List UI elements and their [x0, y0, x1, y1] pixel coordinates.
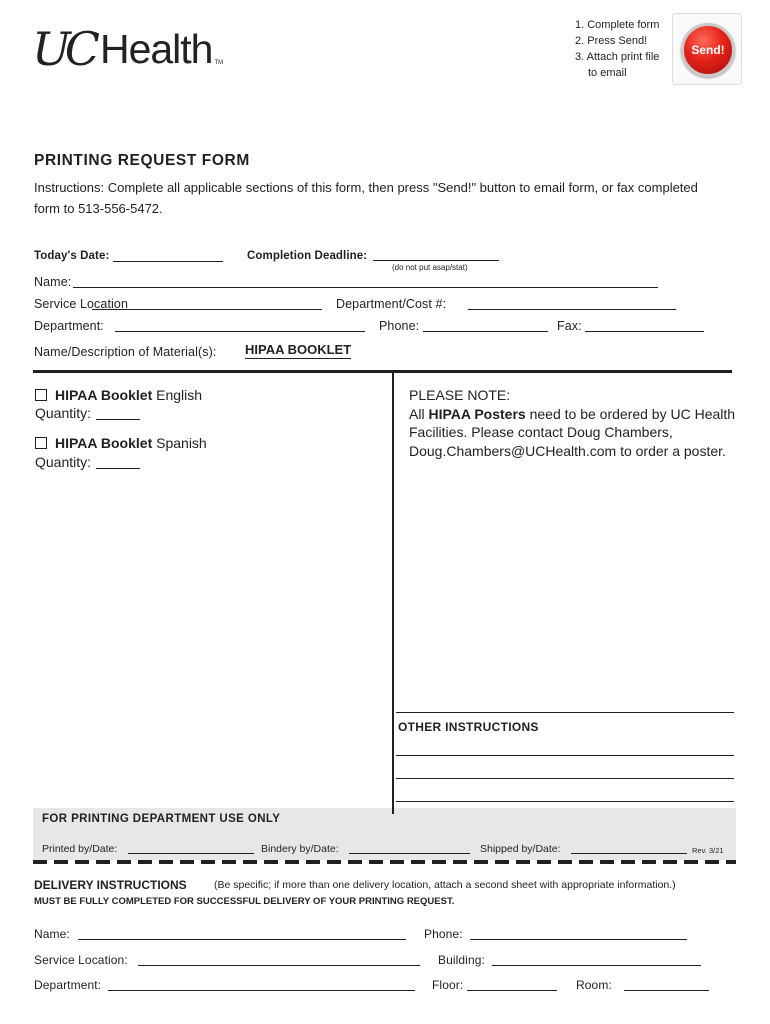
material-value[interactable]: HIPAA BOOKLET: [245, 342, 352, 357]
delivery-name-label: Name:: [34, 927, 70, 941]
delivery-department-field[interactable]: [108, 978, 415, 991]
delivery-service-location-label: Service Location:: [34, 953, 128, 967]
delivery-phone-field[interactable]: [470, 927, 687, 940]
note-heading: PLEASE NOTE:: [409, 387, 511, 403]
delivery-heading: DELIVERY INSTRUCTIONS: [34, 878, 187, 892]
send-button-frame: [672, 13, 742, 85]
dashed-separator: [33, 860, 736, 864]
quantity-english-label: Quantity:: [35, 405, 92, 421]
fax-field[interactable]: [585, 319, 704, 332]
step-1: 1. Complete form: [575, 19, 660, 31]
shipped-by-label: Shipped by/Date:: [480, 843, 561, 855]
service-location-field[interactable]: [92, 297, 322, 310]
delivery-name-field[interactable]: [78, 927, 406, 940]
department-cost-label: Department/Cost #:: [336, 297, 447, 311]
delivery-note: (Be specific; if more than one delivery location, attach a second sheet with appropriate information.): [214, 879, 676, 891]
other-instructions-rule: [396, 712, 734, 713]
logo-uc-mark: UC: [32, 22, 94, 76]
fax-label: Fax:: [557, 319, 582, 333]
phone-label: Phone:: [379, 319, 420, 333]
material-label: Name/Description of Material(s):: [34, 345, 217, 359]
delivery-building-field[interactable]: [492, 953, 701, 966]
form-title: PRINTING REQUEST FORM: [34, 152, 250, 169]
step-3-cont: to email: [588, 67, 627, 79]
delivery-room-field[interactable]: [624, 978, 709, 991]
section-top-rule: [33, 370, 732, 373]
todays-date-label: Today's Date:: [34, 250, 110, 262]
name-field[interactable]: [73, 275, 658, 288]
form-instructions: Instructions: Complete all applicable sections of this form, then press "Send!" button to email form, or fax completed form to 513-556-5472.: [34, 180, 698, 216]
send-button[interactable]: Send!: [681, 23, 735, 77]
todays-date-field[interactable]: [113, 250, 223, 262]
completion-deadline-label: Completion Deadline:: [247, 250, 368, 262]
step-3: 3. Attach print file: [575, 51, 660, 63]
shipped-by-field[interactable]: [571, 842, 687, 854]
delivery-room-label: Room:: [576, 978, 612, 992]
phone-field[interactable]: [423, 319, 548, 332]
printing-dept-heading: FOR PRINTING DEPARTMENT USE ONLY: [42, 813, 281, 825]
please-note: [409, 386, 739, 460]
option-english[interactable]: HIPAA Booklet English: [35, 387, 202, 403]
department-label: Department:: [34, 319, 104, 333]
delivery-building-label: Building:: [438, 953, 485, 967]
other-instructions-line-2[interactable]: [396, 765, 734, 779]
checkbox-english[interactable]: [35, 389, 47, 401]
logo-trademark: TM: [214, 60, 224, 66]
other-instructions-line-1[interactable]: [396, 742, 734, 756]
quantity-english-field[interactable]: [96, 406, 140, 420]
quantity-spanish-field[interactable]: [96, 455, 140, 469]
deadline-hint: (do not put asap/stat): [392, 263, 468, 272]
department-field[interactable]: [115, 319, 365, 332]
section-divider: [392, 373, 394, 809]
printed-by-label: Printed by/Date:: [42, 843, 118, 855]
steps-list: [575, 17, 659, 81]
name-label: Name:: [34, 275, 72, 289]
service-location-label: Service Location: [34, 297, 129, 311]
uc-health-logo: [32, 22, 224, 76]
delivery-department-label: Department:: [34, 978, 102, 992]
delivery-must: MUST BE FULLY COMPLETED FOR SUCCESSFUL DELIVERY OF YOUR PRINTING REQUEST.: [34, 896, 455, 907]
other-instructions-line-3[interactable]: [396, 788, 734, 802]
printed-by-field[interactable]: [128, 842, 254, 854]
completion-deadline-field[interactable]: [373, 249, 499, 261]
delivery-service-location-field[interactable]: [138, 953, 420, 966]
bindery-by-field[interactable]: [349, 842, 470, 854]
department-cost-field[interactable]: [468, 297, 676, 310]
other-instructions-heading: OTHER INSTRUCTIONS: [398, 720, 539, 734]
note-body: All HIPAA Posters need to be ordered by UC Health Facilities. Please contact Doug Chambers, Doug.Chambers@UCHealth.com to order a poster.: [409, 405, 736, 459]
bindery-by-label: Bindery by/Date:: [261, 843, 339, 855]
option-spanish[interactable]: HIPAA Booklet Spanish: [35, 435, 207, 451]
divider-tail: [392, 808, 394, 814]
quantity-spanish-label: Quantity:: [35, 454, 92, 470]
step-2: 2. Press Send!: [575, 35, 648, 47]
delivery-floor-label: Floor:: [432, 978, 464, 992]
delivery-floor-field[interactable]: [467, 978, 557, 991]
checkbox-spanish[interactable]: [35, 437, 47, 449]
logo-health-text: Health: [99, 26, 213, 72]
delivery-phone-label: Phone:: [424, 927, 463, 941]
revision-label: Rev. 3/21: [692, 846, 724, 855]
